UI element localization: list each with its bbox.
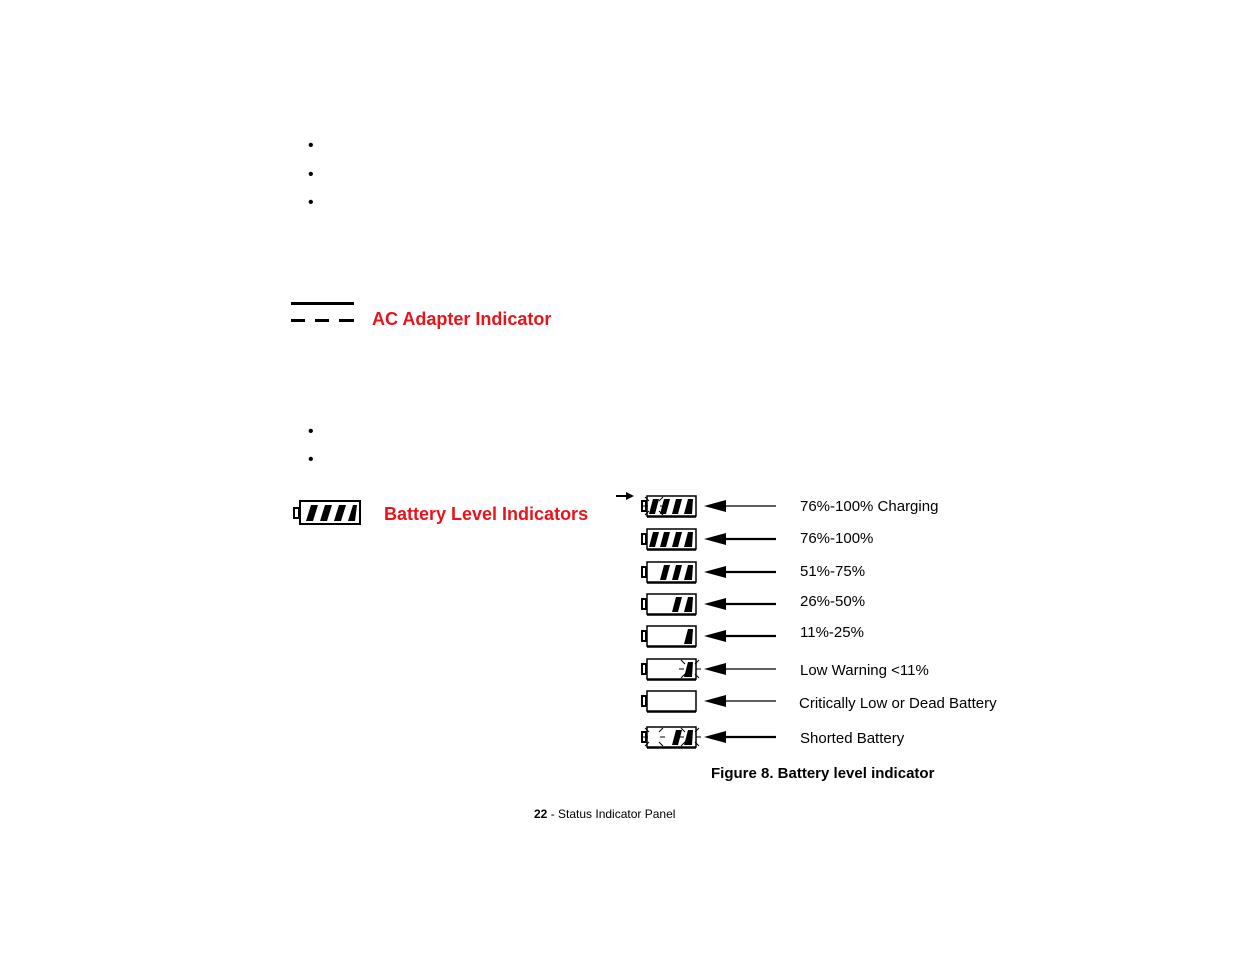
battery-level-icon — [612, 559, 782, 589]
bullet: • — [308, 451, 314, 468]
battery-level-icon — [612, 724, 782, 754]
battery-level-icon — [612, 493, 782, 523]
battery-level-icon — [612, 688, 782, 718]
footer-section: - Status Indicator Panel — [547, 807, 676, 821]
figure-caption: Figure 8. Battery level indicator — [711, 765, 935, 782]
battery-level-label: Shorted Battery — [800, 730, 905, 747]
battery-full-icon — [293, 499, 363, 527]
bullet: • — [308, 423, 314, 440]
battery-level-label: 11%-25% — [800, 624, 864, 641]
battery-level-label: Low Warning <11% — [800, 662, 929, 679]
battery-level-icon — [612, 623, 782, 653]
battery-level-icon — [612, 526, 782, 556]
bullet: • — [308, 137, 314, 154]
bullet: • — [308, 166, 314, 183]
battery-level-label: 76%-100% — [800, 530, 874, 547]
battery-level-label: 76%-100% Charging — [800, 498, 939, 515]
page-number: 22 — [534, 807, 548, 821]
battery-level-icon — [612, 591, 782, 621]
ac-adapter-heading: AC Adapter Indicator — [372, 309, 552, 329]
battery-level-label: 51%-75% — [800, 563, 866, 580]
page-footer — [534, 807, 675, 821]
battery-level-icon — [612, 656, 782, 686]
ac-adapter-icon — [291, 302, 355, 324]
battery-heading: Battery Level Indicators — [384, 504, 589, 524]
bullet: • — [308, 194, 314, 211]
battery-level-label: 26%-50% — [800, 593, 866, 610]
battery-level-label: Critically Low or Dead Battery — [799, 695, 997, 712]
